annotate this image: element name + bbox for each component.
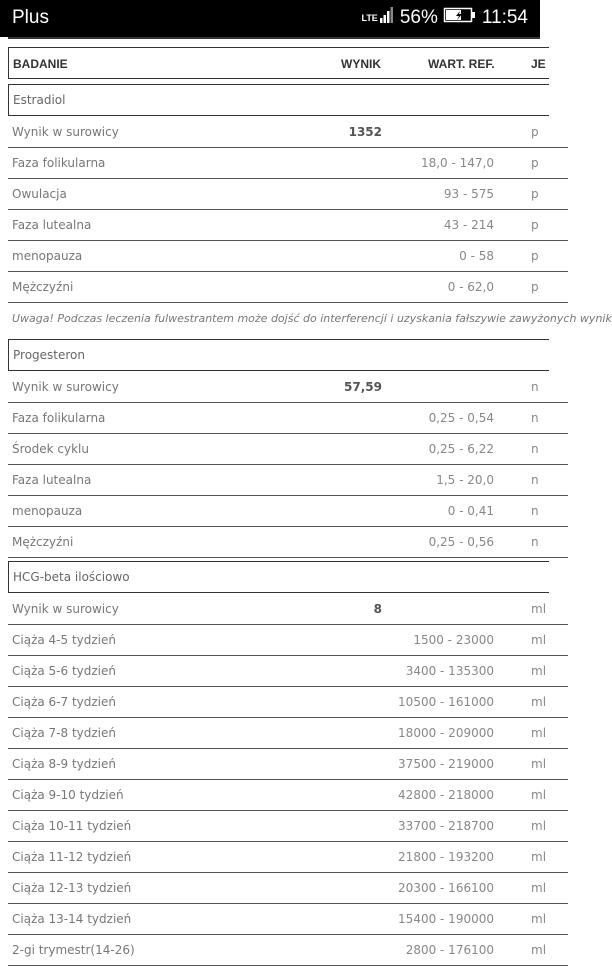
- row-result: 1352: [348, 125, 382, 139]
- section-header: [8, 561, 549, 593]
- row-reference: 21800 - 193200: [398, 850, 494, 864]
- status-icons: [361, 7, 528, 29]
- row-reference: 18,0 - 147,0: [420, 156, 494, 170]
- row-reference: 10500 - 161000: [398, 695, 494, 709]
- row-name: Ciąża 4-5 tydzień: [12, 633, 116, 647]
- battery-icon: [444, 7, 476, 29]
- table-row: [8, 935, 568, 966]
- row-unit: p: [531, 125, 539, 139]
- section-title: Progesteron: [13, 348, 85, 362]
- table-row: [8, 656, 568, 687]
- row-unit: ml: [531, 912, 547, 926]
- row-reference: 1,5 - 20,0: [436, 473, 494, 487]
- row-unit: p: [531, 156, 539, 170]
- row-reference: 0 - 62,0: [447, 280, 494, 294]
- row-reference: 33700 - 218700: [398, 819, 494, 833]
- row-result: 57,59: [344, 380, 382, 394]
- row-reference: 0,25 - 6,22: [428, 442, 494, 456]
- row-result: 8: [373, 602, 382, 616]
- row-unit: ml: [531, 602, 547, 616]
- table-row: [8, 434, 568, 465]
- row-name: Wynik w surowicy: [12, 380, 119, 394]
- header-badanie: BADANIE: [13, 57, 68, 71]
- row-unit: ml: [531, 788, 547, 802]
- carrier-name: Plus: [12, 7, 49, 28]
- row-unit: p: [531, 280, 539, 294]
- row-name: Mężczyźni: [12, 280, 74, 294]
- row-unit: n: [531, 380, 539, 394]
- row-reference: 42800 - 218000: [398, 788, 494, 802]
- table-row: [8, 403, 568, 434]
- row-unit: ml: [531, 850, 547, 864]
- row-unit: p: [531, 187, 539, 201]
- row-name: Mężczyźni: [12, 535, 74, 549]
- row-name: Wynik w surowicy: [12, 602, 119, 616]
- row-reference: 1500 - 23000: [413, 633, 494, 647]
- section-header: [8, 84, 549, 116]
- table-row: [8, 117, 568, 148]
- row-name: Ciąża 11-12 tydzień: [12, 850, 132, 864]
- table-row: [8, 904, 568, 935]
- row-reference: 0,25 - 0,56: [428, 535, 494, 549]
- row-name: Środek cyklu: [12, 442, 89, 456]
- table-row: [8, 873, 568, 904]
- row-reference: 20300 - 166100: [398, 881, 494, 895]
- row-reference: 18000 - 209000: [398, 726, 494, 740]
- row-name: Ciąża 13-14 tydzień: [12, 912, 132, 926]
- row-name: 2-gi trymestr(14-26): [12, 943, 135, 957]
- row-unit: ml: [531, 881, 547, 895]
- row-unit: ml: [531, 695, 547, 709]
- row-name: menopauza: [12, 504, 83, 518]
- row-unit: ml: [531, 633, 547, 647]
- row-unit: p: [531, 249, 539, 263]
- row-name: menopauza: [12, 249, 83, 263]
- table-row: [8, 210, 568, 241]
- lte-icon: LTE: [361, 12, 378, 23]
- row-name: Ciąża 10-11 tydzień: [12, 819, 132, 833]
- warning-note: Uwaga! Podczas leczenia fulwestrantem może dojść do interferencji i uzyskania fałszywie zawyżonych wynik: [12, 312, 612, 325]
- row-name: Faza lutealna: [12, 218, 92, 232]
- section-title: HCG-beta ilościowo: [13, 570, 130, 584]
- row-unit: n: [531, 535, 539, 549]
- row-name: Ciąża 9-10 tydzień: [12, 788, 124, 802]
- row-unit: ml: [531, 943, 547, 957]
- section-title: Estradiol: [13, 93, 66, 107]
- header-jednostka: JE: [531, 57, 546, 71]
- row-reference: 93 - 575: [443, 187, 494, 201]
- row-name: Wynik w surowicy: [12, 125, 119, 139]
- row-reference: 37500 - 219000: [398, 757, 494, 771]
- divider: [8, 37, 540, 39]
- table-row: [8, 687, 568, 718]
- row-name: Owulacja: [12, 187, 67, 201]
- battery-percent: 56%: [399, 7, 438, 28]
- table-row: [8, 718, 568, 749]
- table-row: [8, 594, 568, 625]
- section-header: [8, 339, 549, 371]
- table-row: [8, 179, 568, 210]
- table-row: [8, 372, 568, 403]
- row-name: Ciąża 6-7 tydzień: [12, 695, 116, 709]
- row-unit: n: [531, 442, 539, 456]
- row-reference: 43 - 214: [443, 218, 494, 232]
- table-row: [8, 749, 568, 780]
- row-unit: ml: [531, 664, 547, 678]
- row-unit: p: [531, 218, 539, 232]
- row-unit: ml: [531, 726, 547, 740]
- table-row: [8, 496, 568, 527]
- table-header: [8, 47, 549, 79]
- table-row: [8, 811, 568, 842]
- status-bar: [0, 0, 540, 37]
- table-row: [8, 842, 568, 873]
- table-row: [8, 780, 568, 811]
- row-reference: 0,25 - 0,54: [428, 411, 494, 425]
- row-unit: ml: [531, 819, 547, 833]
- signal-icon: [380, 7, 394, 29]
- header-wart-ref: WART. REF.: [428, 57, 495, 71]
- row-name: Ciąża 7-8 tydzień: [12, 726, 116, 740]
- row-name: Faza folikularna: [12, 156, 106, 170]
- row-name: Ciąża 5-6 tydzień: [12, 664, 116, 678]
- row-reference: 15400 - 190000: [398, 912, 494, 926]
- row-reference: 0 - 58: [459, 249, 494, 263]
- table-row: [8, 148, 568, 179]
- row-name: Ciąża 12-13 tydzień: [12, 881, 132, 895]
- table-row: [8, 272, 568, 303]
- row-unit: ml: [531, 757, 547, 771]
- row-reference: 3400 - 135300: [405, 664, 494, 678]
- row-name: Faza folikularna: [12, 411, 106, 425]
- clock: 11:54: [481, 7, 528, 28]
- results-table[interactable]: [0, 37, 612, 960]
- row-unit: n: [531, 411, 539, 425]
- row-reference: 2800 - 176100: [405, 943, 494, 957]
- row-unit: n: [531, 473, 539, 487]
- table-row: [8, 625, 568, 656]
- table-row: [8, 527, 568, 558]
- table-row: [8, 241, 568, 272]
- row-reference: 0 - 0,41: [447, 504, 494, 518]
- table-row: [8, 465, 568, 496]
- row-name: Faza lutealna: [12, 473, 92, 487]
- row-name: Ciąża 8-9 tydzień: [12, 757, 116, 771]
- row-unit: n: [531, 504, 539, 518]
- header-wynik: WYNIK: [341, 57, 381, 71]
